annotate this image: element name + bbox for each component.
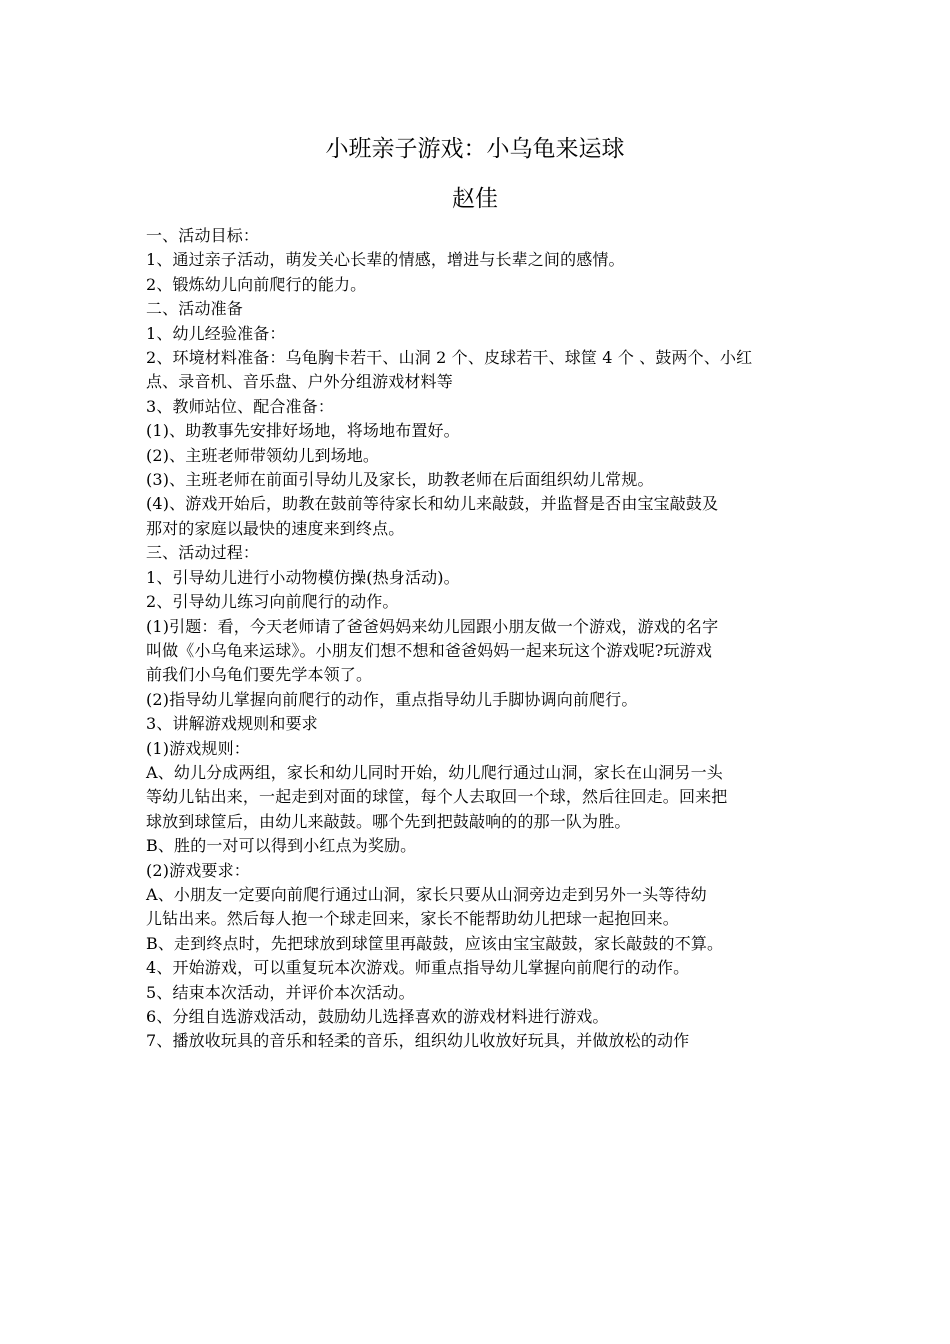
- text-line: 球放到球筐后，由幼儿来敲鼓。哪个先到把鼓敲响的的那一队为胜。: [146, 811, 631, 831]
- text-line: 2、锻炼幼儿向前爬行的能力。: [146, 274, 367, 294]
- document-title: 小班亲子游戏：小乌龟来运球: [325, 136, 625, 162]
- text-line: 4、开始游戏，可以重复玩本次游戏。师重点指导幼儿掌握向前爬行的动作。: [146, 958, 690, 978]
- text-line: (2)、主班老师带领幼儿到场地。: [146, 445, 380, 465]
- text-line: (4)、游戏开始后，助教在鼓前等待家长和幼儿来敲鼓，并监督是否由宝宝敲鼓及: [146, 494, 719, 514]
- text-line: 二、活动准备: [146, 299, 243, 319]
- text-line: (1)游戏规则：: [146, 738, 250, 758]
- text-line: 点、录音机、音乐盘、户外分组游戏材料等: [146, 372, 453, 392]
- text-line: A、小朋友一定要向前爬行通过山洞，家长只要从山洞旁边走到另外一头等待幼: [146, 884, 707, 904]
- document-body: [146, 224, 810, 1054]
- text-line: (2)指导幼儿掌握向前爬行的动作，重点指导幼儿手脚协调向前爬行。: [146, 689, 638, 709]
- text-line: 7、播放收玩具的音乐和轻柔的音乐，组织幼儿收放好玩具，并做放松的动作: [146, 1031, 690, 1051]
- text-line: 1、通过亲子活动，萌发关心长辈的情感，增进与长辈之间的感情。: [146, 250, 625, 270]
- text-line: 前我们小乌龟们要先学本领了。: [146, 665, 373, 685]
- text-line: (1)、助教事先安排好场地，将场地布置好。: [146, 421, 460, 441]
- text-line: 叫做《小乌龟来运球》。小朋友们想不想和爸爸妈妈一起来玩这个游戏呢?玩游戏: [146, 640, 712, 660]
- document-author: 赵佳: [452, 186, 498, 212]
- text-line: 5、结束本次活动，并评价本次活动。: [146, 982, 415, 1002]
- text-line: 1、引导幼儿进行小动物模仿操(热身活动)。: [146, 567, 460, 587]
- text-line: 儿钻出来。然后每人抱一个球走回来，家长不能帮助幼儿把球一起抱回来。: [146, 909, 679, 929]
- text-line: 三、活动过程：: [146, 543, 260, 563]
- text-line: 2、引导幼儿练习向前爬行的动作。: [146, 592, 399, 612]
- text-line: 一、活动目标：: [146, 226, 260, 245]
- text-line: 1、幼儿经验准备：: [146, 323, 286, 343]
- text-line: B、走到终点时，先把球放到球筐里再敲鼓，应该由宝宝敲鼓，家长敲鼓的不算。: [146, 933, 724, 953]
- text-line: (1)引题：看，今天老师请了爸爸妈妈来幼儿园跟小朋友做一个游戏，游戏的名字: [146, 616, 719, 636]
- text-line: 等幼儿钻出来，一起走到对面的球筐，每个人去取回一个球，然后往回走。回来把: [146, 787, 728, 807]
- text-line: (3)、主班老师在前面引导幼儿及家长，助教老师在后面组织幼儿常规。: [146, 470, 654, 490]
- text-line: 3、教师站位、配合准备：: [146, 396, 334, 416]
- text-line: B、胜的一对可以得到小红点为奖励。: [146, 836, 417, 856]
- text-line: 6、分组自选游戏活动，鼓励幼儿选择喜欢的游戏材料进行游戏。: [146, 1007, 609, 1026]
- text-line: A、幼儿分成两组，家长和幼儿同时开始，幼儿爬行通过山洞，家长在山洞另一头: [146, 762, 723, 782]
- text-line: 2、环境材料准备：乌龟胸卡若干、山洞 2 个、皮球若干、球筐 4 个 、鼓两个、小红: [146, 348, 753, 368]
- text-line: 3、讲解游戏规则和要求: [146, 714, 318, 734]
- text-line: 那对的家庭以最快的速度来到终点。: [146, 518, 405, 538]
- text-line: (2)游戏要求：: [146, 860, 250, 880]
